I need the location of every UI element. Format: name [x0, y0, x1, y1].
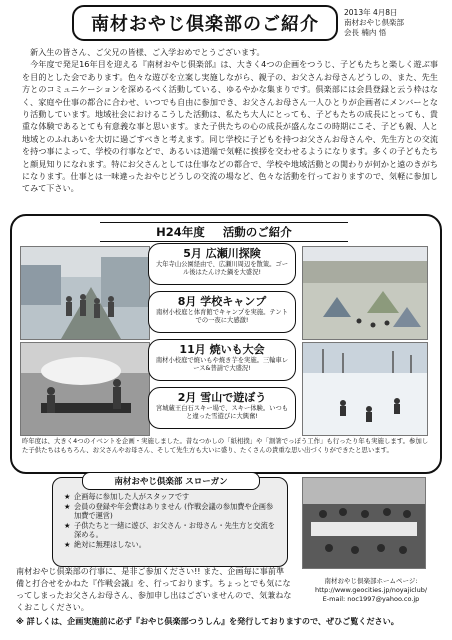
- org-name: 南材おやじ倶楽部: [344, 18, 404, 27]
- slogan-title: 南材おやじ倶楽部 スローガン: [82, 472, 260, 490]
- activity-name: 学校キャンプ: [200, 295, 267, 308]
- activity-card-aug: [148, 291, 296, 333]
- activities-title: [100, 222, 348, 242]
- activities-summary: 昨年度は、大きく4つのイベントを企画・実施しました。昔なつかしの「紙相撲」や「割箸でっぽう工作」も行ったり年も実施します。参加した子供たちはもちろん、お父さんやお母さん、そして先生方も大いに盛り、たくさんの貴重な思い出づくりができたと思います。: [22, 437, 429, 454]
- star-bullet-icon: ★: [64, 539, 71, 549]
- camp-photo: [302, 246, 428, 340]
- slogan-list: [64, 492, 280, 550]
- activity-name: 広瀬川探険: [205, 247, 261, 260]
- slogan-item: [64, 502, 280, 521]
- activities-heading: 活動のご紹介: [222, 225, 292, 239]
- meeting-photo: [302, 477, 426, 569]
- hike-photo: [20, 246, 150, 340]
- activity-desc: 大年寺山公園経由で、広瀬川周辺を散策。ゴール後はたんけた鍋を大盛況!: [155, 261, 289, 277]
- activity-title: [153, 246, 291, 261]
- activity-card-feb: [148, 387, 296, 429]
- activity-card-may: [148, 243, 296, 285]
- activity-desc: 南材小校庭で焼いもや焼き芋を実施。三輪車レース&普請で大盛況!: [155, 357, 289, 373]
- page-title: 南材おやじ倶楽部のご紹介: [72, 5, 338, 41]
- homepage-url[interactable]: http://www.geocities.jp/noyajiclub/: [314, 586, 428, 594]
- activity-month: 8月: [177, 295, 197, 308]
- slogan-text: 企画毎に参加した人がスタッフです: [74, 492, 190, 501]
- activity-card-nov: [148, 339, 296, 381]
- slogan-text: 絶対に無理はしない。: [74, 539, 146, 549]
- slogan-text: 会員の登録や年会費はありません (作戦会議の参加費や企画参加費で運営): [74, 501, 274, 521]
- president-name: 会長 楠内 悟: [344, 28, 387, 37]
- closing-text: 南材おやじ倶楽部の行事に、是非ご参加ください!! また、企画毎に事前準備と打合せをかねた『作戦会議』を、行っております。ちょっとでも気になってしまったお父さんお母さん、参加申し出はございませんので、気兼ねなくおこしください。: [16, 566, 292, 612]
- slogan-item: [64, 492, 280, 502]
- homepage-info: [300, 577, 442, 604]
- star-bullet-icon: ★: [64, 492, 71, 501]
- activity-month: 2月: [177, 391, 197, 404]
- intro-greeting: 新入生の皆さん、ご父兄の皆様、ご入学おめでとうございます。: [30, 47, 265, 57]
- slogan-item: [64, 521, 280, 540]
- activity-desc: 南材小校庭と体育館でキャンプを実施。テントでの一夜に大感激!: [156, 309, 288, 325]
- activity-title: [153, 342, 291, 357]
- activity-month: 11月: [179, 343, 206, 356]
- activity-title: [153, 390, 291, 405]
- date-block: [344, 8, 448, 38]
- activity-name: 雪山で遊ぼう: [200, 391, 267, 404]
- activity-name: 焼いも大会: [209, 343, 265, 356]
- footer-note: ※ 詳しくは、企画実施前に必ず『おやじ倶楽部つうしん』を発行しておりますので、ぜひご覧ください。: [16, 616, 399, 626]
- snow-photo: [302, 342, 428, 436]
- activity-title: [153, 294, 291, 309]
- intro-text: [22, 46, 438, 195]
- star-bullet-icon: ★: [64, 520, 71, 530]
- activities-year: H24年度: [156, 225, 205, 239]
- activity-desc: 宮城蔵王白石スキー場で、スキー体験。いつもと違った雪遊びに大興奮!: [155, 405, 289, 421]
- bbq-photo: [20, 342, 150, 436]
- homepage-email[interactable]: E-mail: noc1997@yahoo.co.jp: [322, 595, 420, 603]
- intro-body: 今年度で発足16年目を迎える『南材おやじ倶楽部』は、大きく4つの企画をつうじ、子どもたちと楽しく遊ぶ事を目的とした会であります。色々な遊びを立案し実施しながら、親子の、お父さんお母さんどうしの、また、先生方とのコミュニケーションを深めるべく活動している、ゆるやかな集まりです。倶楽部には会員登録と云う枠はなく、家庭や仕事の都合に合わせ、いつでも自由に参加でき、お父さんお母さん一人ひとりが企画者にメンバーとなり活動しています。地域社会におけるこうした活動は、私たち大人にとっても、子どもたちの成長にとっても、貴重な体験であるとても有意義な事と思います。また子供たちの心の成長が盛んなこの時期にこそ、子ども親、人と地域とのふれあいを大切に過ごすべきと考えます。同じ学校に子どもを持つお父さんお母さんや、先生方との交流を持つ事によって、学校の行事などで、あるいは道端で気軽に挨拶を交わせるようになります。多くの子どもたちと顔見知りになれます。特にお父さんとしては仕事などの都合で、学校や地域活動との関わりが何かと遠のきがちになります。仕事とは一味違ったおやじどうしの交流の場など、色々な活動を行っておりますので、気軽に参加してみて下さい。: [22, 59, 438, 194]
- slogan-item: [64, 540, 280, 550]
- issue-date: 2013年 4月8日: [344, 8, 398, 17]
- activity-month: 5月: [183, 247, 202, 260]
- slogan-text: 子供たちと一緒に遊び、お父さん・お母さん・先生方と交流を深める。: [74, 520, 275, 540]
- star-bullet-icon: ★: [64, 501, 71, 511]
- homepage-label: 南材おやじ倶楽部ホームページ:: [324, 577, 418, 585]
